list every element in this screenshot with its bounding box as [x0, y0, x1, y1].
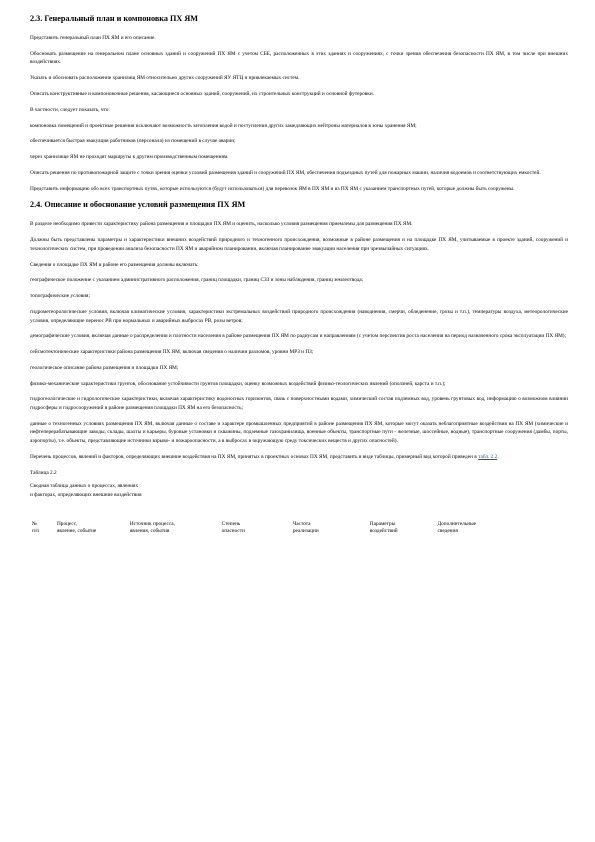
list-item: географическое положение с указанием административного расположения, границ площадки, границ СЗЗ и зоны наблюдения, границ землеотвода; — [30, 277, 364, 284]
table-title-line-1: Сводная таблица данных о процессах, явлениях — [30, 483, 139, 490]
table-title-line-2: и факторах, определяющих внешние воздействия — [30, 491, 142, 498]
list-item: гидрометеорологические условия, включая климатические условия, характеристики экстремальных воздействий природного происхождения (наводнения, смерчи, обледенение, грозы и т.п.), температуры воздуха, метеорологические условия, определяющие перенос РВ при нормальных и аварийных выбросах РВ, розы ветров; — [30, 308, 568, 324]
table-header-row — [30, 521, 478, 536]
col-header-parameters: Параметры воздействий — [369, 520, 398, 535]
table-caption: Таблица 2.2 — [30, 469, 57, 476]
col-header-source: Источник процесса, явления, события — [129, 520, 175, 535]
paragraph-text: Перечень процессов, явлений и факторов, определяющих внешние воздействия на ПХ ЯМ, принятых в проектных основах ПХ ЯМ, представить в виде таблицы, примерный вид которой приведен в — [30, 453, 477, 460]
list-item: физико-механические характеристики грунтов, обоснование устойчивости грунтов площадки, оценку возможных воздействий физико-геологических явлений (оползней, карста и т.п.); — [30, 380, 446, 387]
list-item: топографические условия; — [30, 293, 90, 300]
table-2-2-link[interactable]: табл. 2.2 — [478, 453, 498, 460]
section-heading-2-4: 2.4. Описание и обоснование условий размещения ПХ ЯМ — [30, 200, 246, 210]
paragraph: Должны быть представлены параметры и характеристики внешних воздействий природного и техногенного происхождения, возможные в районе размещения и на площадке ПХ ЯМ, учитываемые в проекте зданий, сооружений и технологических систем, при проведении анализа безопасности ПХ ЯМ и аварийном планировании, включая планирование эвакуации населения при чрезвычайных ситуациях. — [30, 237, 568, 252]
list-item: через хранилище ЯМ не проходят маршруты к другим производственным помещениям. — [30, 154, 229, 161]
paragraph: Представить генеральный план ПХ ЯМ и его описание. — [30, 35, 156, 41]
paragraph: В разделе необходимо привести характеристику района размещения и площадки ПХ ЯМ и оценить, насколько условия размещения приемлемы для размещения ПХ ЯМ. — [30, 221, 413, 228]
col-header-frequency: Частота реализации — [292, 520, 319, 535]
col-header-danger: Степень опасности — [221, 520, 245, 535]
paragraph: Представить информацию обо всех транспортных путях, которые используются (будут использоваться) для перевозок ЯМ в ПХ ЯМ и из ПХ ЯМ с указанием транспортных путей, которые должны быть сооружены. — [30, 185, 515, 192]
table-title — [30, 482, 568, 499]
col-header-number: № п/п — [32, 520, 40, 535]
paragraph: Описать конструктивные и компоновочные решения, касающиеся основных зданий, сооружений, их строительных конструкций и основной футеровки. — [30, 90, 374, 97]
list-item: данные о техногенных условиях размещения ПХ ЯМ, включая данные о составе и характере промышленных предприятий в районе размещения ПХ ЯМ, которые могут оказать неблагоприятные воздействия на ПХ ЯМ (химические и нефтеперерабатывающие заводы, склады, шахты и карьеры, буровые установки и скважины, подземные газохранилища, военные объекты, транспортные пути - железные, шоссейные, водные), транспортные сооружения (дамбы, порты, аэропорты), т.е. объекты, представляющие источники взрыво- и пожароопасности, а в выбросах в окружающую среду токсических веществ и других опасностей). — [30, 420, 568, 444]
section-heading-2-3: 2.3. Генеральный план и компоновка ПХ ЯМ — [30, 14, 199, 23]
col-header-additional: Дополнительные сведения — [437, 520, 476, 535]
table-header — [30, 521, 478, 536]
paragraph: Указать и обосновать расположение хранилищ ЯМ относительно других сооружений ЯУ ЯТЦ и привлекаемых систем. — [30, 75, 300, 82]
paragraph: Обосновать размещение на генеральном плане основных зданий и сооружений ПХ ЯМ с учетом СБЕ, расположенных в этих зданиях и сооружениях, с точки зрения обеспечения безопасности ПХ ЯМ, в том числе при внешних воздействиях. — [30, 50, 568, 66]
list-item: геологическое описание района размещения и площадки ПХ ЯМ; — [30, 364, 179, 371]
paragraph: В частности, следует показать, что: — [30, 106, 110, 113]
list-item: сейсмотектонические характеристики района размещения ПХ ЯМ, включая сведения о наличии разломов, уровни МРЗ и ПЗ; — [30, 349, 314, 356]
paragraph: Описать решения по противопожарной защите с точки зрения оценки условий размещения зданий и сооружений ПХ ЯМ, обеспечения подъездных путей для пожарных машин, наличия водоемов и соответствующих емкостей. — [30, 169, 541, 176]
list-item: гидрогеологические и гидрологические характеристики, включая характеристику водоносных горизонтов, связь с поверхностными водами, химический состав подземных вод, уровень грунтовых вод, информацию о возможном влиянии гидросферы и гидросооружений в районе размещения площадки ПХ ЯМ на его безопасность; — [30, 396, 568, 411]
paragraph-with-link — [30, 453, 568, 462]
list-item: обеспечивается быстрая эвакуация работников (персонала) из помещений в случае аварии; — [30, 138, 236, 145]
paragraph: Сведения о площадке ПХ ЯМ и районе его размещения должны включать: — [30, 261, 199, 268]
list-item: демографические условия, включая данные о распределении и плотности населения в районе размещения ПХ ЯМ по радиусам и направлениям (с учетом перспектив роста населения на период назначенного срока эксплуатации ПХ ЯМ); — [30, 333, 567, 340]
col-header-process: Процесс, явление, событие — [56, 520, 97, 535]
list-item: компоновка помещений и проектные решения исключают возможность затопления водой и поступления других замедляющих нейтроны материалов в зоны хранения ЯМ; — [30, 122, 417, 129]
document-page — [30, 14, 568, 536]
link-suffix: . — [497, 453, 499, 460]
